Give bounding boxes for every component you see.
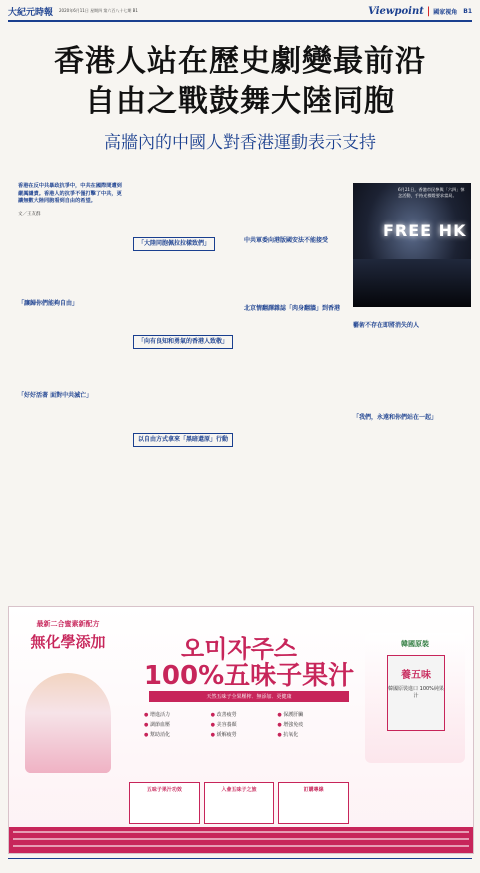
ad-panel: 入會五味子之旅 (204, 782, 275, 824)
article-body-block (18, 406, 126, 454)
ad-feature: ● 幫助消化 (144, 731, 211, 738)
article-subhead: 以自由方式拿來「黑暗還原」行動 (133, 433, 233, 447)
section-name-cn: 國家視角 (433, 8, 458, 16)
article-column-3 (244, 183, 352, 391)
ad-product-desc: 韓國原裝進口 100%純果汁 (388, 686, 444, 699)
article-lead: 香港在反中共暴政抗爭中，中共在國際間遭到嚴厲譴責。香港人的抗爭不僅打擊了中共，更讓無數大陸同胞看到自由的希望。 (18, 183, 122, 204)
page-header (8, 4, 472, 18)
ad-badge (23, 619, 113, 652)
ad-panel: 五味子果汁功效 (129, 782, 200, 824)
article-subhead: 北京情翻譯雜誌「肉身翻牆」到香港 (244, 305, 341, 312)
headline-line-2: 自由之戰鼓舞大陸同胞 (85, 84, 395, 119)
article-column-4 (353, 316, 471, 500)
ad-model-image (25, 673, 111, 773)
issue-info: 2020年6月11日 星期四 第六百八十七期 B1 (59, 8, 138, 13)
section-divider: | (426, 5, 431, 17)
ad-feature: ● 美容養顏 (211, 721, 278, 728)
article-column-2 (133, 183, 241, 501)
ad-footer-text-line (13, 831, 469, 833)
protest-sign-text: FREE HK (383, 221, 467, 240)
ad-feature: ● 抗氧化 (277, 731, 344, 738)
article-body-block (133, 257, 241, 329)
masthead-title: 大紀元時報 (8, 7, 54, 18)
ad-title: 100%五味子果汁 (143, 661, 355, 691)
article-subhead: 藝術不存在即將消失的人 (353, 322, 420, 329)
ad-product[interactable] (365, 633, 465, 763)
header-rule (8, 20, 472, 22)
article-column-1 (18, 183, 126, 454)
headline (0, 42, 480, 122)
ad-brand: 오미자주스 (181, 635, 297, 663)
article-body-block (244, 319, 352, 391)
ad-feature: ● 增進活力 (144, 711, 211, 718)
article-body-block (353, 428, 471, 500)
ad-footer-text-line (13, 845, 469, 847)
article-body-block (18, 222, 126, 294)
ad-feature: ● 改善疲勞 (211, 711, 278, 718)
ad-feature: ● 增強免疫 (277, 721, 344, 728)
ad-product-label: 韓國原裝 (401, 640, 429, 648)
article-subhead: 中共軍委向港版國安法不能接受 (244, 237, 329, 244)
section-name-en: Viewpoint (368, 5, 424, 17)
article-body-block (133, 453, 241, 501)
ad-product-box (387, 655, 445, 731)
crowd-silhouette (353, 259, 471, 307)
article-subhead: 「讓歸你們能夠自由」 (18, 300, 79, 307)
article-body-block (244, 251, 352, 299)
ad-badge-top: 最新二合蜜素新配方 (36, 620, 100, 628)
ad-info-panels (129, 782, 349, 824)
headline-line-1: 香港人站在歷史劇變最前沿 (54, 44, 426, 79)
article-body-block (18, 314, 126, 386)
ad-feature: ● 緩解疲勞 (211, 731, 278, 738)
ad-feature: ● 調節血壓 (144, 721, 211, 728)
article-byline: 文／王友群 (18, 211, 41, 217)
ad-footer (9, 827, 473, 853)
article-body-block (353, 336, 471, 408)
article-subhead: 「我們，永遠和你們站在一起」 (353, 414, 438, 421)
advertisement[interactable] (8, 606, 474, 854)
photo-caption: 6月21日，香港市民參與「六四」悼念活動，手持光標燈要求當局。 (398, 187, 465, 198)
footer-rule (8, 858, 472, 859)
article-subhead: 「好好活著 面對中共滅亡」 (18, 392, 93, 399)
article-body-block (133, 183, 241, 231)
news-photo (353, 183, 471, 307)
article-subhead: 「向有良知和勇氣的香港人致敬」 (133, 335, 233, 349)
ad-badge-main: 無化學添加 (30, 633, 106, 651)
ad-tagline: 天然五味子全果壓榨．無添加．更健康 (149, 691, 349, 702)
ad-product-name: 養五味 (401, 670, 431, 681)
page-number: B1 (463, 7, 472, 15)
ad-feature: ● 保護肝臟 (277, 711, 344, 718)
ad-feature-list (144, 711, 344, 738)
article-body-block (133, 355, 241, 427)
article-body-block (244, 183, 352, 231)
subheadline: 高牆內的中國人對香港運動表示支持 (104, 133, 376, 153)
ad-panel[interactable]: 訂購專線 (278, 782, 349, 824)
ad-footer-text-line (13, 838, 469, 840)
article-subhead: 「大陸同胞佩拉拉樣致們」 (133, 237, 215, 251)
